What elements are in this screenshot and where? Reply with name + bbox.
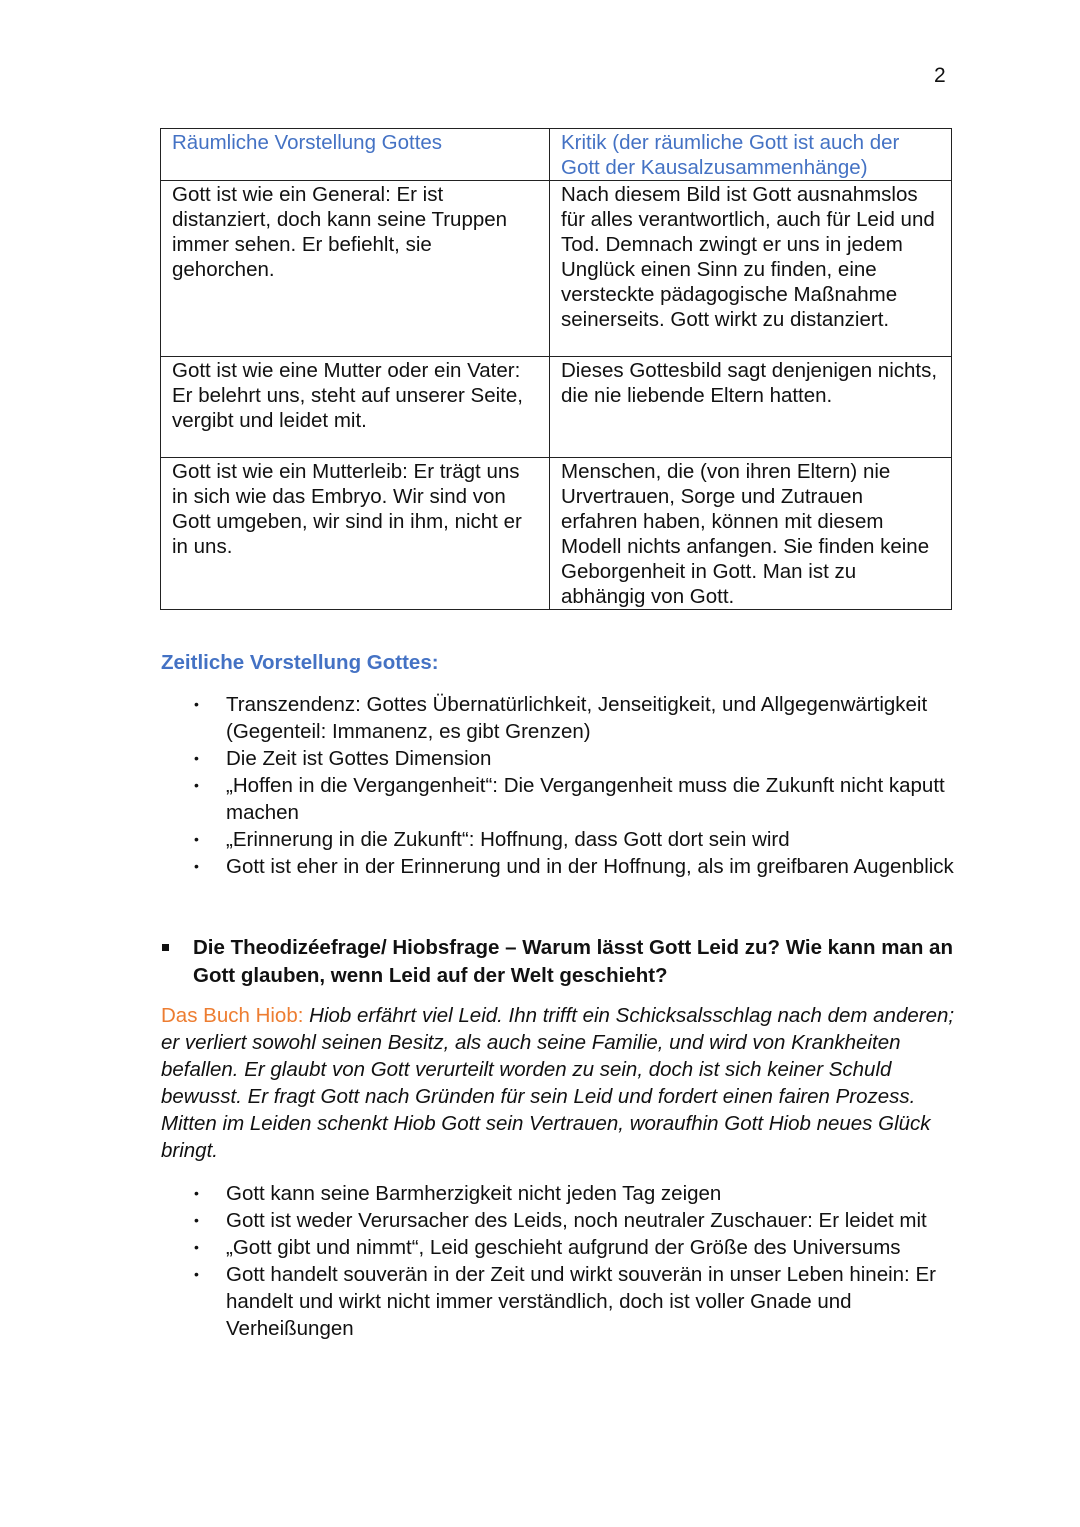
theodizee-question-text: Die Theodizéefrage/ Hiobsfrage – Warum lässt Gott Leid zu? Wie kann man an Gott glauben, wenn Leid auf der Welt geschieht? (193, 936, 953, 987)
table-cell-image: Gott ist wie ein Mutterleib: Er trägt uns in sich wie das Embryo. Wir sind von Gott umgeben, wir sind in ihm, nicht er in uns. (161, 458, 550, 610)
list-item: • Gott ist eher in der Erinnerung und in der Hoffnung, als im greifbaren Augenblick (160, 853, 960, 880)
table-header-kritik: Kritik (der räumliche Gott ist auch der Gott der Kausalzusammenhänge) (550, 129, 952, 181)
table-cell-critique: Dieses Gottesbild sagt denjenigen nichts, die nie liebende Eltern hatten. (550, 357, 952, 458)
hiob-text: Hiob erfährt viel Leid. Ihn trifft ein Schicksalsschlag nach dem anderen; er verliert sowohl seinen Besitz, als auch seine Familie, und wird von Krankheiten befallen. Er glaubt von Gott verurteilt worden zu sein, doch ist sich keiner Schuld bewusst. Er fragt Gott nach Gründen für sein Leid und fordert einen fairen Prozess. Mitten im Leiden schenkt Hiob Gott sein Vertrauen, woraufhin Gott Hiob neues Glück bringt. (161, 1004, 955, 1162)
list-item: • Transzendenz: Gottes Übernatürlichkeit, Jenseitigkeit, und Allgegenwärtigkeit (Gegenteil: Immanenz, es gibt Grenzen) (160, 691, 960, 745)
gottesbild-table (160, 128, 952, 610)
table-cell-critique: Menschen, die (von ihren Eltern) nie Urvertrauen, Sorge und Zutrauen erfahren haben, können mit diesem Modell nichts anfangen. Sie finden keine Geborgenheit in Gott. Man ist zu abhängig von Gott. (550, 458, 952, 610)
table-cell-critique: Nach diesem Bild ist Gott ausnahmslos für alles verantwortlich, auch für Leid und Tod. Demnach zwingt er uns in jedem Unglück einen Sinn zu finden, eine versteckte pädagogische Maßnahme seinerseits. Gott wirkt zu distanziert. (550, 181, 952, 357)
table-cell-image: Gott ist wie eine Mutter oder ein Vater: Er belehrt uns, steht auf unserer Seite, vergibt und leidet mit. (161, 357, 550, 458)
list-item: • Gott ist weder Verursacher des Leids, noch neutraler Zuschauer: Er leidet mit (160, 1207, 960, 1234)
list-item: • „Erinnerung in die Zukunft“: Hoffnung, dass Gott dort sein wird (160, 826, 960, 853)
page-number: 2 (934, 64, 946, 87)
theodizee-question (160, 934, 960, 990)
list-item: • Gott handelt souverän in der Zeit und wirkt souverän in unser Leben hinein: Er handelt und wirkt nicht immer verständlich, doch ist voller Gnade und Verheißungen (160, 1261, 960, 1342)
list-item: • „Hoffen in die Vergangenheit“: Die Vergangenheit muss die Zukunft nicht kaputt machen (160, 772, 960, 826)
table-row (161, 357, 952, 458)
list-item: • Die Zeit ist Gottes Dimension (160, 745, 960, 772)
section-title-zeitlich: Zeitliche Vorstellung Gottes: (161, 651, 439, 674)
theodizee-list (160, 1180, 960, 1342)
zeitlich-list (160, 691, 960, 880)
table-header-vorstellung: Räumliche Vorstellung Gottes (161, 129, 550, 181)
list-item: • „Gott gibt und nimmt“, Leid geschieht aufgrund der Größe des Universums (160, 1234, 960, 1261)
table-cell-image: Gott ist wie ein General: Er ist distanziert, doch kann seine Truppen immer sehen. Er befiehlt, sie gehorchen. (161, 181, 550, 357)
table-row (161, 458, 952, 610)
list-item: • Gott kann seine Barmherzigkeit nicht jeden Tag zeigen (160, 1180, 960, 1207)
hiob-label: Das Buch Hiob: (161, 1004, 304, 1027)
square-bullet-icon (162, 944, 169, 951)
table-row (161, 181, 952, 357)
table-header-row (161, 129, 952, 181)
hiob-paragraph (161, 1002, 961, 1164)
